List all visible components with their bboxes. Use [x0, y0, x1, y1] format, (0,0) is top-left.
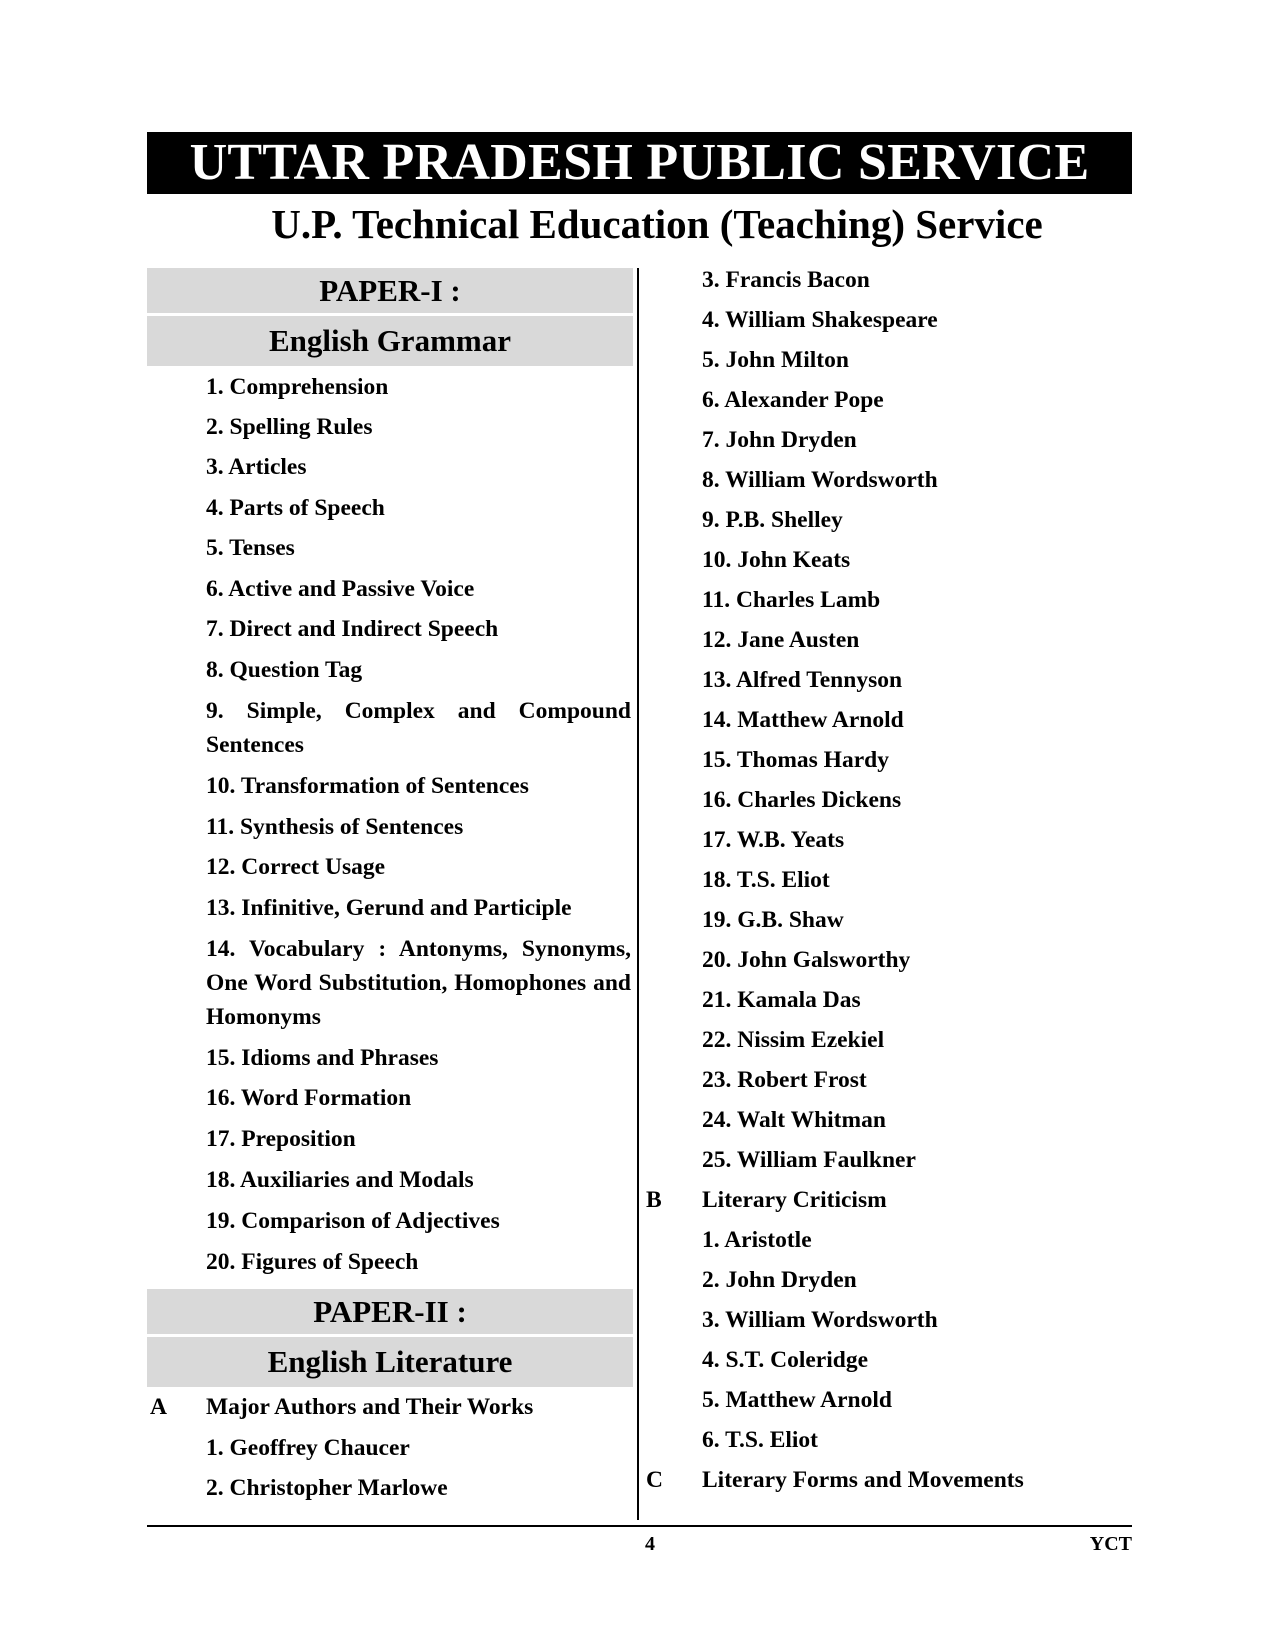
- list-item: 20. John Galsworthy: [702, 947, 911, 973]
- list-item: 2. Spelling Rules: [206, 414, 373, 440]
- list-item: 20. Figures of Speech: [206, 1249, 419, 1275]
- page-banner: UTTAR PRADESH PUBLIC SERVICE: [147, 132, 1132, 194]
- list-item: 5. Tenses: [206, 535, 295, 561]
- list-item: 9. P.B. Shelley: [702, 507, 843, 533]
- section-a-letter: A: [150, 1394, 167, 1420]
- section-b-heading: Literary Criticism: [702, 1187, 887, 1213]
- list-item: 9. Simple, Complex and Compound Sentences: [206, 698, 631, 758]
- list-item: 16. Word Formation: [206, 1085, 412, 1111]
- section-a-heading: Major Authors and Their Works: [206, 1394, 534, 1420]
- list-item: 11. Charles Lamb: [702, 587, 881, 613]
- list-item: 25. William Faulkner: [702, 1147, 916, 1173]
- list-item: 7. John Dryden: [702, 427, 857, 453]
- section-c-heading: Literary Forms and Movements: [702, 1467, 1024, 1493]
- page-number: 4: [645, 1533, 655, 1555]
- list-item: 8. William Wordsworth: [702, 467, 938, 493]
- list-item: 24. Walt Whitman: [702, 1107, 886, 1133]
- list-item: 18. Auxiliaries and Modals: [206, 1167, 474, 1193]
- list-item: 1. Aristotle: [702, 1227, 812, 1253]
- list-item: 4. William Shakespeare: [702, 307, 938, 333]
- paper1-subject: English Grammar: [147, 316, 633, 366]
- list-item: 3. Francis Bacon: [702, 267, 870, 293]
- list-item: 22. Nissim Ezekiel: [702, 1027, 885, 1053]
- list-item: 15. Thomas Hardy: [702, 747, 889, 773]
- section-c-letter: C: [646, 1467, 663, 1493]
- list-item: 15. Idioms and Phrases: [206, 1045, 439, 1071]
- list-item: 1. Comprehension: [206, 374, 389, 400]
- paper2-title: PAPER-II :: [147, 1289, 633, 1334]
- list-item: 5. John Milton: [702, 347, 849, 373]
- list-item: 3. William Wordsworth: [702, 1307, 938, 1333]
- paper2-subject: English Literature: [147, 1337, 633, 1387]
- list-item: 14. Matthew Arnold: [702, 707, 904, 733]
- section-b-letter: B: [646, 1187, 662, 1213]
- list-item: 4. Parts of Speech: [206, 495, 385, 521]
- page-subtitle: U.P. Technical Education (Teaching) Service: [271, 201, 1043, 247]
- footer-brand: YCT: [1089, 1533, 1132, 1555]
- list-item: 1. Geoffrey Chaucer: [206, 1435, 410, 1461]
- list-item: 7. Direct and Indirect Speech: [206, 616, 499, 642]
- list-item: 23. Robert Frost: [702, 1067, 867, 1093]
- column-divider: [637, 268, 639, 1520]
- list-item: 19. G.B. Shaw: [702, 907, 844, 933]
- list-item: 14. Vocabulary : Antonyms, Synonyms, One Word Substitution, Homophones and Homonyms: [206, 936, 631, 1030]
- list-item: 17. Preposition: [206, 1126, 356, 1152]
- list-item: 19. Comparison of Adjectives: [206, 1208, 500, 1234]
- list-item: 2. John Dryden: [702, 1267, 857, 1293]
- list-item: 11. Synthesis of Sentences: [206, 814, 464, 840]
- list-item: 18. T.S. Eliot: [702, 867, 830, 893]
- list-item: 6. T.S. Eliot: [702, 1427, 819, 1453]
- list-item: 13. Alfred Tennyson: [702, 667, 903, 693]
- list-item: 12. Jane Austen: [702, 627, 860, 653]
- list-item: 2. Christopher Marlowe: [206, 1475, 448, 1501]
- list-item: 17. W.B. Yeats: [702, 827, 845, 853]
- list-item: 5. Matthew Arnold: [702, 1387, 892, 1413]
- list-item: 12. Correct Usage: [206, 854, 386, 880]
- list-item: 10. John Keats: [702, 547, 851, 573]
- list-item: 4. S.T. Coleridge: [702, 1347, 869, 1373]
- list-item: 8. Question Tag: [206, 657, 363, 683]
- list-item: 21. Kamala Das: [702, 987, 861, 1013]
- list-item: 10. Transformation of Sentences: [206, 773, 529, 799]
- footer-rule: [147, 1525, 1132, 1527]
- list-item: 16. Charles Dickens: [702, 787, 902, 813]
- list-item: 3. Articles: [206, 454, 307, 480]
- list-item: 6. Alexander Pope: [702, 387, 884, 413]
- list-item: 6. Active and Passive Voice: [206, 576, 475, 602]
- paper1-title: PAPER-I :: [147, 268, 633, 313]
- list-item: 13. Infinitive, Gerund and Participle: [206, 895, 572, 921]
